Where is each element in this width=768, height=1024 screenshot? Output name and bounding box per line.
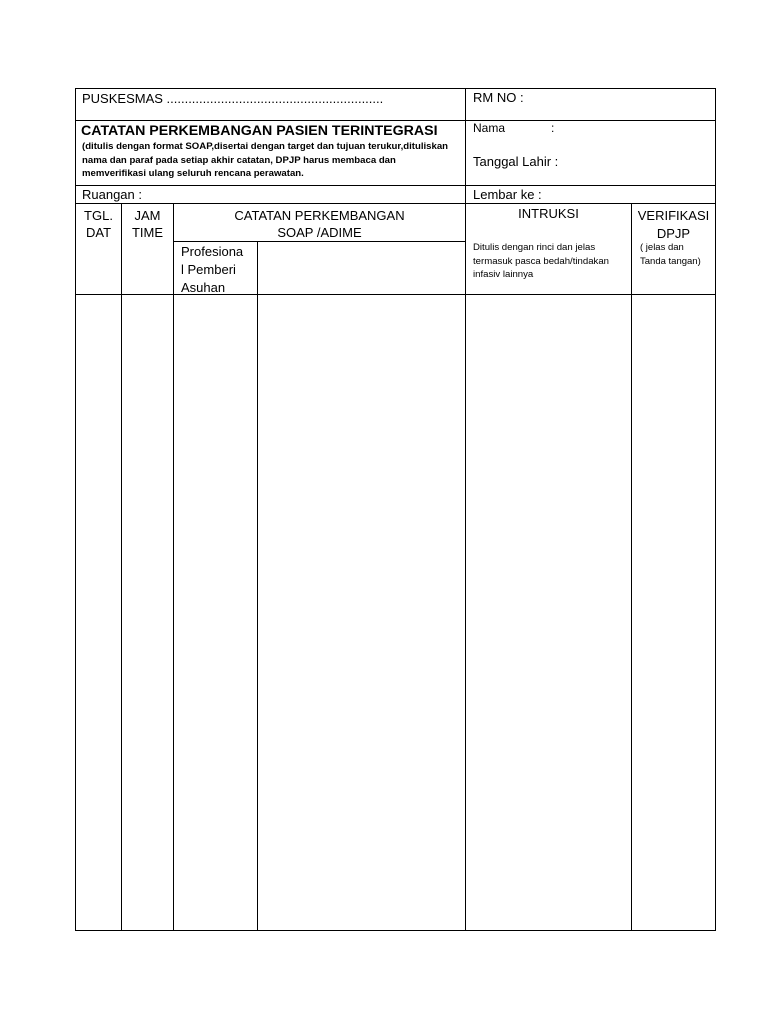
profesional-header-line3: Asuhan xyxy=(181,280,226,295)
verifikasi-note-line2: Tanda tangan) xyxy=(640,255,701,267)
verifikasi-note xyxy=(640,241,701,268)
form-border-right xyxy=(715,88,716,931)
jam-entry-cell[interactable] xyxy=(122,295,173,930)
instruksi-header: INTRUKSI xyxy=(518,206,579,221)
tgl-header-line1: TGL. xyxy=(84,208,113,223)
verifikasi-header-line1: VERIFIKASI xyxy=(637,208,710,223)
tgl-entry-cell[interactable] xyxy=(76,295,121,930)
rm-no-label: RM NO : xyxy=(473,90,524,105)
catatan-header-line1: CATATAN PERKEMBANGAN xyxy=(234,208,405,223)
instruksi-note-line2: termasuk pasca bedah/tindakan xyxy=(473,255,609,267)
jam-header-line1: JAM xyxy=(134,208,161,223)
catatan-header-line2: SOAP /ADIME xyxy=(277,225,362,240)
nama-label: Nama xyxy=(473,121,506,135)
rule-after-ruangan xyxy=(75,203,716,204)
tanggal-lahir-label: Tanggal Lahir : xyxy=(473,154,559,169)
form-border-bottom xyxy=(75,930,716,931)
profesional-header-line2: l Pemberi xyxy=(181,262,236,277)
verifikasi-header xyxy=(632,207,715,243)
verifikasi-header-line2: DPJP xyxy=(656,226,691,241)
tgl-header xyxy=(76,207,121,241)
rule-under-catatan-header xyxy=(174,241,466,242)
profesional-entry-cell[interactable] xyxy=(174,295,257,930)
instruksi-entry-cell[interactable] xyxy=(466,295,631,930)
verifikasi-entry-cell[interactable] xyxy=(632,295,715,930)
verifikasi-note-line1: ( jelas dan xyxy=(640,242,684,253)
form-border-top xyxy=(75,88,716,89)
instruksi-note xyxy=(473,241,609,282)
instruksi-note-line1: Ditulis dengan rinci dan jelas xyxy=(473,242,596,253)
profesional-header-line1: Profesiona xyxy=(181,244,244,259)
profesional-header xyxy=(181,243,243,297)
soap-entry-cell[interactable] xyxy=(258,295,465,930)
jam-header-line2: TIME xyxy=(131,225,164,240)
puskesmas-label: PUSKESMAS ............................................................ xyxy=(82,91,384,106)
form-title: CATATAN PERKEMBANGAN PASIEN TERINTEGRASI xyxy=(81,123,438,139)
tgl-header-line2: DAT xyxy=(85,225,112,240)
form-instructions: (ditulis dengan format SOAP,disertai dengan target dan tujuan terukur,dituliskan nama dan paraf pada setiap akhir catatan, DPJP harus membaca dan memverifikasi ulang seluruh rencana perawatan. xyxy=(82,141,449,180)
rule-after-title xyxy=(75,185,716,186)
ruangan-label: Ruangan : xyxy=(82,187,142,202)
rule-after-puskesmas xyxy=(75,120,716,121)
lembar-ke-label: Lembar ke : xyxy=(473,187,542,202)
instruksi-note-line3: infasiv lainnya xyxy=(473,269,534,280)
nama-colon: : xyxy=(551,121,555,135)
catatan-header xyxy=(174,207,465,241)
jam-header xyxy=(122,207,173,241)
